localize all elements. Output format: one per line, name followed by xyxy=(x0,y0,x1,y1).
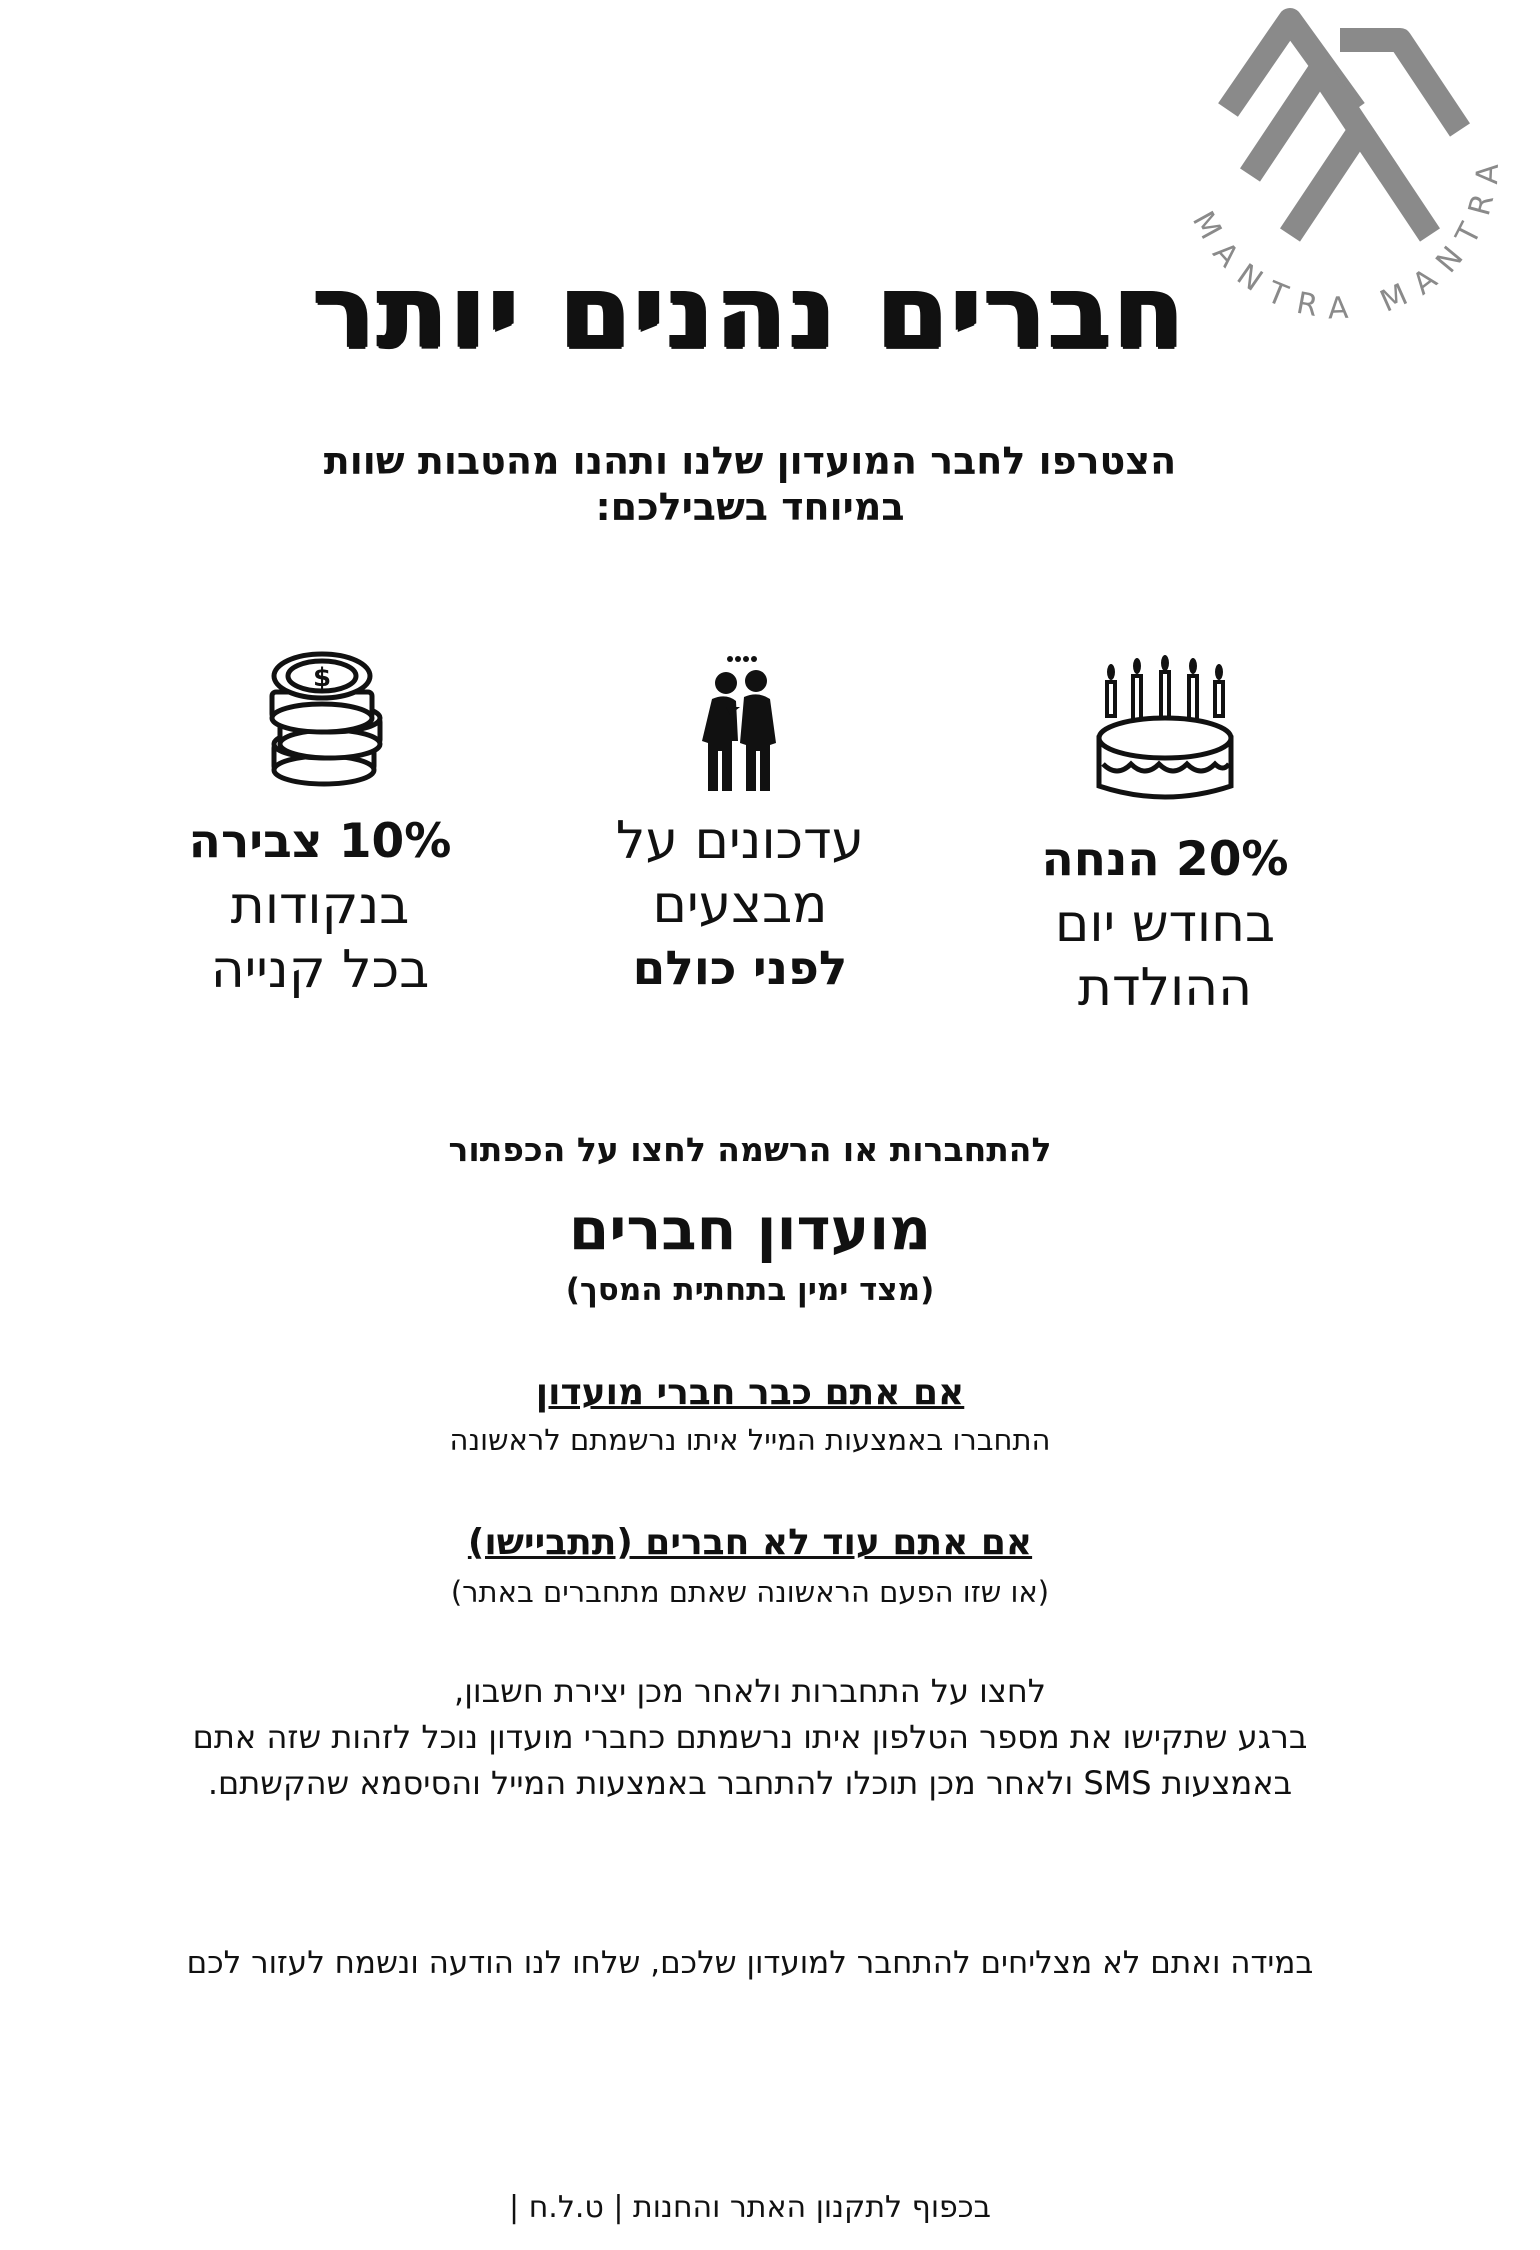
coins-stack-icon xyxy=(250,650,390,790)
steps-line-2: ברגע שתקישו את מספר הטלפון איתו נרשמתם כחברי מועדון נוכל לזהות שזה אתם xyxy=(192,1718,1308,1756)
subtitle-line-2: במיוחד בשבילכם: xyxy=(595,485,905,530)
benefit-birthday-line3: ההולדת xyxy=(1077,958,1253,1018)
steps-line-3: באמצעות SMS ולאחר מכן תוכלו להתחבר באמצעות המייל והסיסמא שהקשתם. xyxy=(207,1764,1293,1802)
people-talking-icon xyxy=(670,655,810,795)
benefit-updates-line1: עדכונים על xyxy=(615,811,865,871)
benefit-birthday-highlight: 20% הנחה xyxy=(1041,832,1289,887)
page-subtitle xyxy=(0,438,1500,531)
steps-line-1: לחצו על התחברות ולאחר מכן יצירת חשבון, xyxy=(454,1672,1046,1710)
logo-ring-text: MANTRA MANTRA xyxy=(1184,149,1507,327)
help-text: במידה ואתם לא מצליחים להתחבר למועדון שלכם, שלחו לנו הודעה ונשמח לעזור לכם xyxy=(186,1945,1314,1981)
benefit-updates-line2: מבצעים xyxy=(652,875,828,935)
benefit-updates xyxy=(530,655,950,1001)
benefit-birthday-line2: בחודש יום xyxy=(1054,894,1276,954)
benefit-points xyxy=(110,650,530,1002)
logo-mark xyxy=(1228,20,1460,235)
subtitle-line-1: הצטרפו לחבר המועדון שלנו ותהנו מהטבות שוות xyxy=(323,439,1177,483)
signup-steps xyxy=(0,1668,1500,1806)
benefit-points-line3: בכל קנייה xyxy=(210,940,430,1000)
club-button-name: מועדון חברים xyxy=(568,1195,932,1263)
button-location-note: (מצד ימין בתחתית המסך) xyxy=(565,1272,935,1308)
benefit-points-highlight: 10% צבירה xyxy=(188,814,452,869)
new-member-subtext: (או שזו הפעם הראשונה שאתם מתחברים באתר) xyxy=(450,1575,1050,1609)
birthday-cake-icon xyxy=(1095,660,1235,800)
benefit-birthday xyxy=(955,660,1375,1020)
footer-terms: בכפוף לתקנון האתר והחנות | ט.ל.ח | xyxy=(509,2190,991,2225)
login-instruction: להתחברות או הרשמה לחצו על הכפתור xyxy=(448,1130,1052,1169)
page-title: חברים נהנים יותר xyxy=(313,253,1187,372)
existing-member-heading: אם אתם כבר חברי מועדון xyxy=(535,1372,965,1413)
dollar-sign-icon: $ xyxy=(312,663,332,693)
new-member-heading: אם אתם עוד לא חברים (תתביישו) xyxy=(467,1522,1033,1563)
benefit-points-line2: בנקודות xyxy=(230,876,410,936)
benefit-updates-highlight: לפני כולם xyxy=(632,941,848,996)
existing-member-text: התחברו באמצעות המייל איתו נרשמתם לראשונה xyxy=(449,1423,1051,1457)
